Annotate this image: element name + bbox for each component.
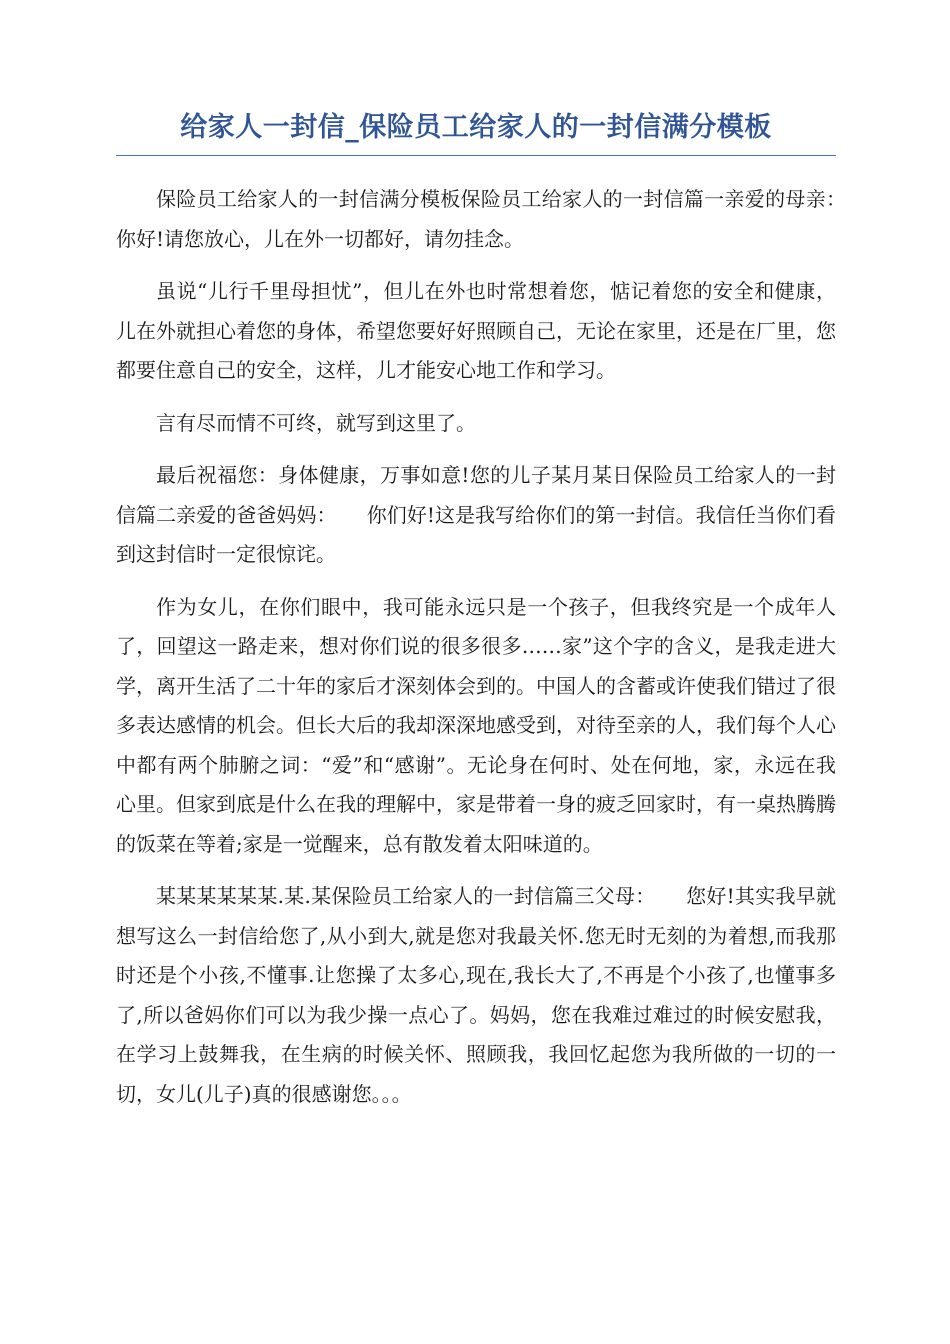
document-page: [116, 108, 876, 1127]
paragraph-3: 言有尽而情不可终，就写到这里了。: [156, 410, 476, 435]
paragraph-5: 作为女儿，在你们眼中，我可能永远只是一个孩子，但我终究是一个成年人了，回望这一路走来，想对你们说的很多很多……家”这个字的含义，是我走进大学，离开生活了二十年的家后才深刻体会到的。中国人的含蓄或许使我们错过了很多表达感情的机会。但长大后的我却深深地感受到，对待至亲的人，我们每个人心中都有两个肺腑之词：“爱”和“感谢”。无论身在何时、处在何地，家，永远在我心里。但家到底是什么在我的理解中，家是带着一身的疲乏回家时，有一桌热腾腾的饭菜在等着;家是一觉醒来，总有散发着太阳味道的。: [116, 594, 836, 856]
paragraph-1: 保险员工给家人的一封信满分模板保险员工给家人的一封信篇一亲爱的母亲： 你好!请您放心，儿在外一切都好，请勿挂念。: [116, 187, 876, 251]
paragraph-2: 虽说“儿行千里母担忧”，但儿在外也时常想着您，惦记着您的安全和健康，儿在外就担心着您的身体，希望您要好好照顾自己，无论在家里，还是在厂里，您都要住意自己的安全，这样，儿才能安心地工作和学习。: [116, 279, 836, 382]
document-body: [116, 180, 876, 1114]
paragraph-6: 某某某某某某.某.某保险员工给家人的一封信篇三父母： 您好!其实我早就想写这么一封信给您了,从小到大,就是您对我最关怀.您无时无刻的为着想,而我那时还是个小孩,不懂事.让您操了太多心,现在,我长大了,不再是个小孩了,也懂事多了,所以爸妈你们可以为我少操一点心了。妈妈，您在我难过难过的时候安慰我，在学习上鼓舞我，在生病的时候关怀、照顾我，我回忆起您为我所做的一切的一切，女儿(儿子)真的很感谢您。。。: [116, 884, 836, 1106]
paragraph-4: 最后祝福您：身体健康，万事如意!您的儿子某月某日保险员工给家人的一封信篇二亲爱的爸爸妈妈： 你们好!这是我写给你们的第一封信。我信任当你们看到这封信时一定很惊诧。: [116, 463, 836, 566]
document-title: 给家人一封信_保险员工给家人的一封信满分模板: [116, 108, 836, 156]
